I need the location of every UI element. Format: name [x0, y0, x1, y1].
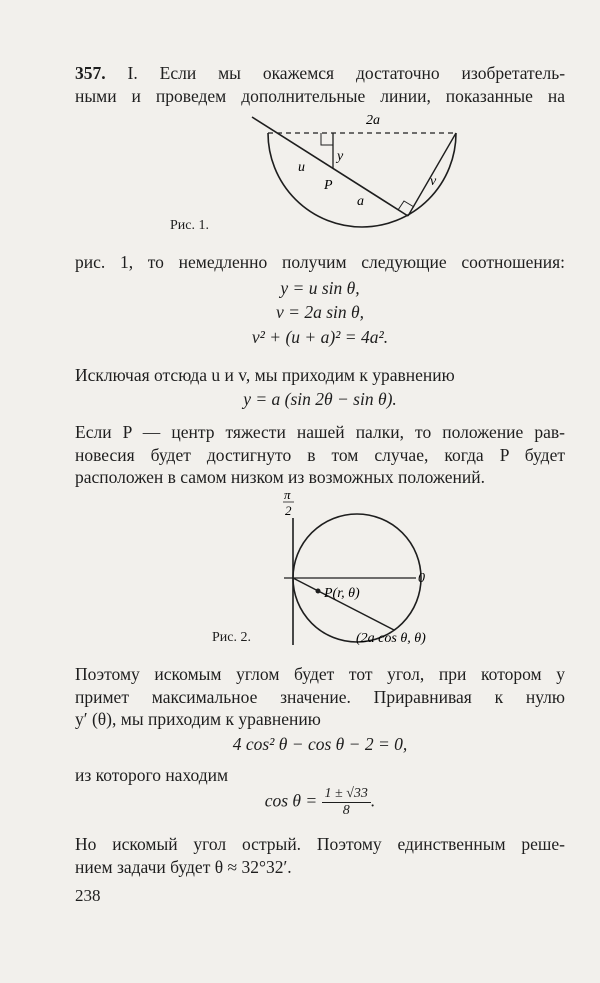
equation-1: y = u sin θ,	[280, 278, 360, 298]
eq6-numerator: 1 ± √33	[322, 786, 371, 803]
eq6-tail: .	[370, 790, 376, 811]
figure-1-caption: Рис. 1.	[170, 218, 209, 233]
label-endpoint: (2a cos θ, θ)	[356, 631, 426, 646]
page-number: 238	[75, 886, 101, 905]
problem-number: 357.	[75, 63, 106, 83]
label-zero: 0	[418, 571, 425, 586]
paragraph-relations	[75, 251, 565, 274]
equation-3: v² + (u + a)² = 4a².	[251, 327, 389, 347]
equation-2: v = 2a sin θ,	[276, 302, 364, 322]
relations-line: рис. 1, то немедленно получим следующие соотношения:	[75, 252, 565, 272]
figure-1-diagram	[240, 105, 470, 245]
label-2a: 2a	[366, 113, 380, 128]
label-a: a	[357, 194, 364, 209]
paragraph-excluding	[75, 364, 565, 387]
semicircle-arc	[268, 133, 456, 227]
label-P: P	[324, 178, 333, 193]
from-which-line: из которого находим	[75, 765, 229, 785]
intro-line-1: 357. I. Если мы окажемся достаточно изобретатель-	[75, 63, 566, 83]
eq6-denominator: 8	[342, 803, 350, 818]
paragraph-from-which	[75, 764, 565, 787]
equation-6	[75, 786, 565, 819]
figure-2-caption: Рис. 2.	[212, 630, 251, 645]
label-v: v	[430, 174, 437, 189]
label-u: u	[298, 160, 305, 175]
paragraph-maximum: Поэтому искомым углом будет тот угол, при котором y примет максимальное значение. Приравнивая к нулю y′ (θ), мы приходим к уравнению	[75, 664, 565, 729]
label-y: y	[337, 149, 344, 164]
stick-line	[252, 117, 408, 216]
right-angle-mark-top	[321, 133, 333, 145]
intro-line-2: ными и проведем дополнительные линии, показанные на	[75, 85, 565, 106]
figure-2-diagram	[270, 485, 445, 650]
paragraph-equilibrium: Если P — центр тяжести нашей палки, то положение рав- новесия будет достигнуто в том случае, когда P будет расположен в самом низком из возможных положений.	[75, 422, 565, 487]
problem-part: I.	[127, 63, 138, 83]
label-pi: π	[284, 487, 291, 502]
excluding-line: Исключая отсюда u и v, мы приходим к уравнению	[75, 365, 455, 385]
equation-4: y = a (sin 2θ − sin θ).	[243, 389, 397, 409]
paragraph-intro	[75, 62, 565, 107]
label-point-P: P(r, θ)	[324, 586, 360, 601]
paragraph-answer: Но искомый угол острый. Поэтому единственным реше- нием задачи будет θ ≈ 32°32′.	[75, 834, 565, 877]
eq6-fraction	[322, 786, 371, 819]
eq6-lhs: cos θ =	[264, 790, 318, 811]
equation-5: 4 cos² θ − cos θ − 2 = 0,	[232, 734, 408, 754]
point-P-marker	[316, 589, 321, 594]
label-pi-denominator: 2	[285, 503, 292, 518]
